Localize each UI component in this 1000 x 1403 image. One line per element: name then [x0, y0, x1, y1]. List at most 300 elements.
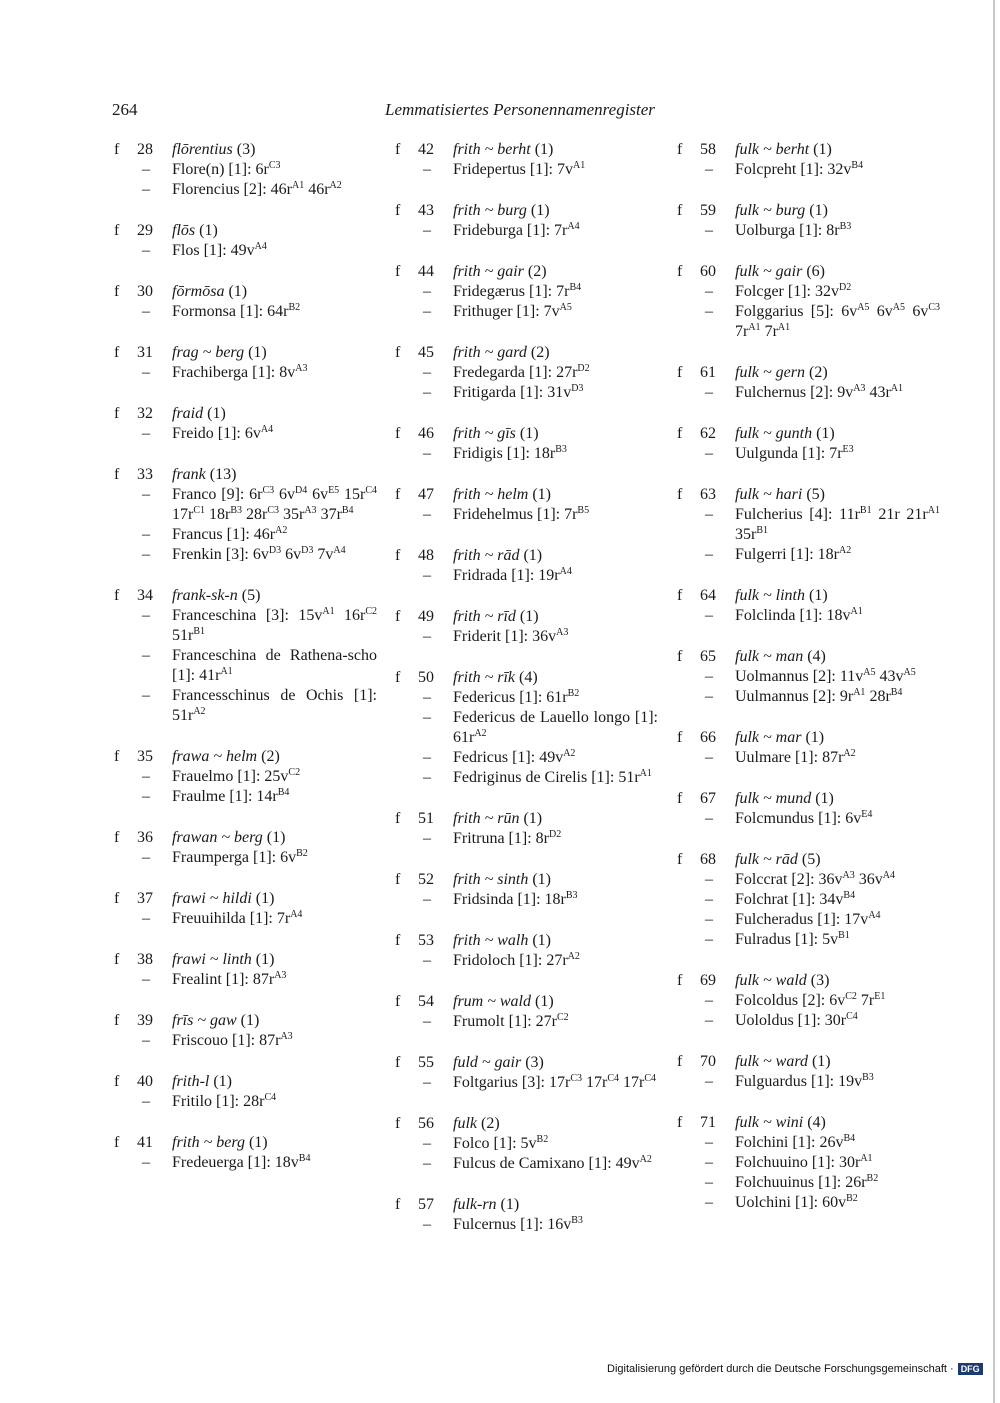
form-text: Folchini [1]: 26v — [735, 1134, 844, 1151]
lemma-count: (1) — [523, 547, 543, 564]
name-form-list — [453, 160, 658, 180]
folio-sigil: B3 — [555, 444, 567, 455]
form-text: Foltgarius [3]: 17r — [453, 1074, 571, 1091]
form-text: Fritilo [1]: 28r — [172, 1093, 265, 1110]
form-text: Uolchini [1]: 60v — [735, 1194, 847, 1211]
name-form — [172, 180, 377, 200]
lemma-count: (1) — [535, 993, 554, 1010]
lemma — [453, 607, 658, 627]
lemma — [735, 850, 940, 870]
index-entry — [675, 363, 940, 403]
lemma-name: frawan ~ berg — [172, 829, 263, 846]
lemma-count: (6) — [806, 263, 825, 280]
index-entry — [393, 931, 658, 971]
name-form — [735, 444, 940, 464]
index-entry — [112, 221, 377, 261]
index-column-2 — [393, 140, 658, 1235]
lemma — [453, 546, 658, 566]
lemma-count: (1) — [534, 141, 554, 158]
name-form-list — [735, 221, 940, 241]
lemma-name: fraid — [172, 405, 204, 422]
lemma-count: (2) — [481, 1115, 500, 1132]
lemma-count: (5) — [801, 851, 821, 868]
entry-number: 47 — [418, 486, 434, 503]
index-entry — [112, 1133, 377, 1173]
form-text: Flos [1]: 49v — [172, 242, 255, 259]
name-form — [453, 160, 658, 180]
form-text: Fedricus [1]: 49v — [453, 749, 564, 766]
lemma-name: frith ~ rād — [453, 547, 520, 564]
name-form — [172, 1031, 377, 1051]
form-text: Francus [1]: 46r — [172, 526, 276, 543]
name-form-list — [735, 383, 940, 403]
form-text: Folclinda [1]: 18v — [735, 607, 851, 624]
lemma-count: (1) — [228, 283, 248, 300]
lemma-name: frith ~ gīs — [453, 425, 516, 442]
entry-number: 33 — [137, 466, 153, 483]
form-text: 7r — [735, 323, 749, 340]
lemma-count: (13) — [209, 466, 237, 483]
lemma — [735, 1052, 940, 1072]
name-form — [735, 1153, 940, 1173]
name-form-list — [735, 444, 940, 464]
entry-number: 46 — [418, 425, 434, 442]
folio-sigil: D2 — [548, 829, 562, 840]
lemma — [172, 828, 377, 848]
form-text: 28r — [865, 688, 891, 705]
page-edge-shadow — [993, 0, 995, 1403]
lemma — [172, 282, 377, 302]
entry-number: 38 — [137, 951, 153, 968]
form-text: Fritigarda [1]: 31v — [453, 384, 572, 401]
entry-marker: f — [395, 425, 401, 442]
lemma-name: frawi ~ linth — [172, 951, 252, 968]
form-text: Fulradus [1]: 5v — [735, 931, 839, 948]
form-text: Folcoldus [2]: 6v — [735, 992, 846, 1009]
form-text: Franceschina [3]: 15v — [172, 607, 323, 624]
folio-sigil: A2 — [563, 748, 576, 759]
index-column-3 — [675, 140, 940, 1213]
name-form-list — [453, 221, 658, 241]
lemma-count: (5) — [241, 587, 261, 604]
index-entry — [675, 201, 940, 241]
form-text: Frithuger [1]: 7v — [453, 303, 560, 320]
index-entry — [675, 647, 940, 707]
lemma — [735, 728, 940, 748]
name-form-list — [172, 1031, 377, 1051]
name-form — [453, 1073, 658, 1093]
folio-sigil: B4 — [277, 787, 290, 798]
folio-sigil: B4 — [843, 890, 856, 901]
form-text: 6v — [307, 486, 329, 503]
lemma — [735, 363, 940, 383]
form-text: 17r — [172, 506, 194, 523]
form-text: Freido [1]: 6v — [172, 425, 261, 442]
lemma-count: (2) — [808, 364, 828, 381]
index-entry — [393, 140, 658, 180]
name-form — [735, 748, 940, 768]
name-form — [735, 383, 940, 403]
lemma-name: flōs — [172, 222, 196, 239]
entry-number: 71 — [700, 1114, 716, 1131]
lemma — [453, 931, 658, 951]
name-form-list — [453, 1134, 658, 1174]
entry-marker: f — [677, 263, 683, 280]
entry-marker: f — [677, 587, 683, 604]
index-entry — [675, 140, 940, 180]
entry-number: 53 — [418, 932, 434, 949]
folio-sigil: B3 — [230, 505, 242, 516]
folio-sigil: B2 — [846, 1193, 858, 1204]
folio-sigil: A1 — [850, 606, 863, 617]
lemma — [453, 668, 658, 688]
form-text: 6v — [905, 303, 929, 320]
folio-sigil: D3 — [301, 545, 314, 556]
entry-marker: f — [114, 748, 120, 765]
name-form-list — [453, 829, 658, 849]
form-text: Fritruna [1]: 8r — [453, 830, 549, 847]
name-form — [735, 545, 940, 565]
entry-number: 29 — [137, 222, 153, 239]
name-form-list — [735, 870, 940, 950]
name-form — [453, 444, 658, 464]
name-form-list — [172, 1153, 377, 1173]
entry-number: 66 — [700, 729, 716, 746]
lemma-name: frith-l — [172, 1073, 210, 1090]
folio-sigil: C4 — [365, 485, 378, 496]
lemma — [453, 1114, 658, 1134]
form-text: Folccrat [2]: 36v — [735, 871, 843, 888]
name-form-list — [735, 505, 940, 565]
form-text: Friderit [1]: 36v — [453, 628, 557, 645]
lemma — [172, 586, 377, 606]
entry-marker: f — [114, 344, 120, 361]
form-text: Fulcherius [4]: 11r — [735, 506, 860, 523]
name-form — [735, 1072, 940, 1092]
folio-sigil: A2 — [474, 728, 487, 739]
name-form — [453, 282, 658, 302]
folio-sigil: B3 — [862, 1072, 874, 1083]
entry-number: 43 — [418, 202, 434, 219]
entry-number: 31 — [137, 344, 153, 361]
form-text: Fridepertus [1]: 7v — [453, 161, 573, 178]
entry-marker: f — [395, 810, 401, 827]
entry-number: 61 — [700, 364, 716, 381]
folio-sigil: C2 — [557, 1012, 569, 1023]
name-form — [735, 667, 940, 687]
form-text: Uolmannus [2]: 11v — [735, 668, 864, 685]
lemma-name: fulk ~ rād — [735, 851, 798, 868]
name-form-list — [735, 1072, 940, 1092]
folio-sigil: A5 — [892, 302, 905, 313]
folio-sigil: B2 — [288, 302, 301, 313]
folio-sigil: A4 — [254, 241, 267, 252]
lemma — [735, 485, 940, 505]
form-text: Uulgunda [1]: 7r — [735, 445, 843, 462]
lemma — [453, 485, 658, 505]
entry-number: 41 — [137, 1134, 153, 1151]
entry-marker: f — [677, 972, 683, 989]
lemma-name: frith ~ berht — [453, 141, 531, 158]
lemma-name: fulk — [453, 1115, 477, 1132]
entry-marker: f — [114, 283, 120, 300]
entry-number: 34 — [137, 587, 153, 604]
form-text: Uulmare [1]: 87r — [735, 749, 844, 766]
form-text: 43v — [875, 668, 904, 685]
lemma-name: fulk ~ man — [735, 648, 804, 665]
form-text: 46r — [304, 181, 330, 198]
form-text: Franceschina de Rathena-scho [1]: 41r — [172, 647, 377, 684]
index-entry — [675, 586, 940, 626]
folio-sigil: A4 — [868, 910, 881, 921]
folio-sigil: A3 — [842, 870, 855, 881]
lemma-count: (1) — [813, 141, 832, 158]
folio-sigil: A2 — [193, 706, 206, 717]
lemma-count: (1) — [213, 1073, 232, 1090]
lemma — [453, 201, 658, 221]
folio-sigil: A5 — [559, 302, 572, 313]
name-form — [453, 768, 658, 788]
entry-marker: f — [677, 648, 683, 665]
entry-marker: f — [677, 141, 683, 158]
index-entry — [393, 1114, 658, 1174]
folio-sigil: B3 — [565, 890, 578, 901]
form-text: Fredegarda [1]: 27r — [453, 364, 578, 381]
name-form — [735, 1133, 940, 1153]
lemma — [172, 404, 377, 424]
name-form-list — [172, 970, 377, 990]
entry-marker: f — [114, 405, 120, 422]
lemma-name: fulk ~ mund — [735, 790, 812, 807]
form-text: Uulmannus [2]: 9r — [735, 688, 854, 705]
folio-sigil: C4 — [607, 1073, 619, 1084]
folio-sigil: B2 — [296, 848, 308, 859]
folio-sigil: A3 — [274, 970, 287, 981]
folio-sigil: E4 — [861, 809, 873, 820]
form-text: Fridsinda [1]: 18r — [453, 891, 566, 908]
footer-text: Digitalisierung gefördert durch die Deutsche Forschungsgemeinschaft · — [607, 1363, 954, 1375]
entry-number: 51 — [418, 810, 434, 827]
folio-sigil: B1 — [193, 626, 205, 637]
entry-number: 30 — [137, 283, 153, 300]
name-form — [735, 221, 940, 241]
lemma-name: fulk ~ wald — [735, 972, 807, 989]
lemma-count: (2) — [530, 344, 550, 361]
index-entry — [675, 789, 940, 829]
folio-sigil: D2 — [838, 282, 852, 293]
form-text: 7r — [856, 992, 875, 1009]
index-entry — [393, 262, 658, 322]
folio-sigil: A1 — [860, 1153, 873, 1164]
lemma — [172, 221, 377, 241]
form-text: Folchuuinus [1]: 26r — [735, 1174, 867, 1191]
folio-sigil: B3 — [839, 221, 852, 232]
lemma-count: (1) — [532, 871, 551, 888]
lemma-name: frawi ~ hildi — [172, 890, 252, 907]
dfg-logo: DFG — [958, 1363, 983, 1375]
index-entry — [112, 282, 377, 322]
folio-sigil: A1 — [220, 666, 233, 677]
name-form — [735, 809, 940, 829]
form-text: Fridoloch [1]: 27r — [453, 952, 568, 969]
name-form-list — [735, 160, 940, 180]
lemma-name: fulk ~ gunth — [735, 425, 813, 442]
folio-sigil: A5 — [857, 302, 870, 313]
entry-marker: f — [395, 669, 401, 686]
lemma-count: (5) — [806, 486, 825, 503]
page-number: 264 — [112, 100, 138, 119]
name-form — [453, 708, 658, 748]
lemma-count: (1) — [530, 202, 550, 219]
index-entry — [112, 586, 377, 726]
lemma — [453, 424, 658, 444]
running-head: Lemmatisiertes Personennamenregister — [385, 100, 655, 119]
folio-sigil: B4 — [851, 160, 864, 171]
lemma-count: (3) — [810, 972, 830, 989]
lemma-count: (1) — [266, 829, 286, 846]
entry-marker: f — [114, 141, 120, 158]
folio-sigil: E3 — [842, 444, 854, 455]
lemma-name: frith ~ helm — [453, 486, 529, 503]
index-entry — [675, 850, 940, 950]
folio-sigil: C3 — [928, 302, 940, 313]
index-entry — [393, 668, 658, 788]
entry-number: 69 — [700, 972, 716, 989]
entry-number: 64 — [700, 587, 716, 604]
folio-sigil: A1 — [777, 322, 791, 333]
index-entry — [393, 607, 658, 647]
name-form-list — [735, 809, 940, 829]
form-text: Friscouo [1]: 87r — [172, 1032, 281, 1049]
index-entry — [675, 424, 940, 464]
entry-marker: f — [114, 829, 120, 846]
entry-marker: f — [114, 1073, 120, 1090]
name-form-list — [453, 363, 658, 403]
name-form — [172, 302, 377, 322]
index-entry — [393, 546, 658, 586]
folio-sigil: A2 — [639, 1154, 652, 1165]
name-form — [172, 606, 377, 646]
lemma — [172, 889, 377, 909]
entry-marker: f — [395, 141, 401, 158]
lemma — [735, 789, 940, 809]
form-text: Fulcus de Camixano [1]: 49v — [453, 1155, 640, 1172]
lemma-count: (1) — [248, 344, 267, 361]
name-form — [453, 1215, 658, 1235]
lemma-name: frith ~ gair — [453, 263, 524, 280]
entry-number: 37 — [137, 890, 153, 907]
lemma-count: (2) — [261, 748, 280, 765]
name-form-list — [172, 767, 377, 807]
lemma-name: flōrentius — [172, 141, 233, 158]
lemma-count: (1) — [255, 951, 275, 968]
name-form-list — [735, 1133, 940, 1213]
lemma-count: (1) — [248, 1134, 268, 1151]
lemma-count: (1) — [532, 486, 551, 503]
lemma — [172, 343, 377, 363]
entry-number: 59 — [700, 202, 716, 219]
lemma-name: frith ~ rīk — [453, 669, 515, 686]
lemma-name: fulk ~ gair — [735, 263, 803, 280]
name-form — [172, 1092, 377, 1112]
index-entry — [675, 262, 940, 342]
folio-sigil: A4 — [260, 424, 274, 435]
name-form — [172, 363, 377, 383]
form-text: 7r — [760, 323, 778, 340]
name-form — [172, 909, 377, 929]
name-form — [735, 687, 940, 707]
name-form-list — [172, 302, 377, 322]
index-entry — [675, 971, 940, 1031]
form-text: Formonsa [1]: 64r — [172, 303, 289, 320]
name-form — [453, 1012, 658, 1032]
folio-sigil: A1 — [322, 606, 335, 617]
lemma-name: frawa ~ helm — [172, 748, 258, 765]
lemma-count: (1) — [811, 1053, 831, 1070]
entry-number: 57 — [418, 1196, 434, 1213]
name-form — [453, 688, 658, 708]
name-form — [735, 890, 940, 910]
entry-marker: f — [677, 1053, 683, 1070]
folio-sigil: A2 — [567, 951, 580, 962]
folio-sigil: A4 — [567, 221, 580, 232]
lemma-name: frum ~ wald — [453, 993, 531, 1010]
folio-sigil: A3 — [304, 505, 317, 516]
form-text: Freuuihilda [1]: 7r — [172, 910, 291, 927]
form-text: 28r — [242, 506, 268, 523]
lemma-count: (3) — [525, 1054, 544, 1071]
form-text: Frachiberga [1]: 8v — [172, 364, 296, 381]
index-entry — [675, 728, 940, 768]
entry-marker: f — [114, 1134, 120, 1151]
entry-marker: f — [395, 547, 401, 564]
entry-number: 68 — [700, 851, 716, 868]
name-form-list — [453, 890, 658, 910]
lemma-count: (1) — [207, 405, 226, 422]
form-text: Franco [9]: 6r — [172, 486, 263, 503]
lemma — [453, 1195, 658, 1215]
folio-sigil: A3 — [853, 383, 866, 394]
index-entry — [112, 465, 377, 565]
name-form — [735, 1173, 940, 1193]
form-text: Folcpreht [1]: 32v — [735, 161, 852, 178]
form-text: Fulguardus [1]: 19v — [735, 1073, 863, 1090]
name-form — [735, 282, 940, 302]
entry-number: 48 — [418, 547, 434, 564]
form-text: Folcger [1]: 32v — [735, 283, 839, 300]
lemma — [735, 140, 940, 160]
name-form-list — [172, 363, 377, 383]
form-text: Federicus [1]: 61r — [453, 689, 568, 706]
form-text: Fulcheradus [1]: 17v — [735, 911, 869, 928]
entry-marker: f — [677, 729, 683, 746]
name-form — [735, 160, 940, 180]
name-form — [453, 383, 658, 403]
name-form-list — [172, 160, 377, 200]
lemma-count: (1) — [240, 1012, 260, 1029]
name-form — [735, 930, 940, 950]
form-text: Folggarius [5]: 6v — [735, 303, 858, 320]
index-entry — [675, 1113, 940, 1213]
lemma-name: fulk ~ linth — [735, 587, 805, 604]
form-text: Fridegærus [1]: 7r — [453, 283, 570, 300]
name-form-list — [453, 282, 658, 322]
index-entry — [675, 485, 940, 565]
entry-marker: f — [395, 344, 401, 361]
entry-marker: f — [395, 1115, 401, 1132]
lemma-name: fulk ~ ward — [735, 1053, 808, 1070]
name-form-list — [735, 991, 940, 1031]
